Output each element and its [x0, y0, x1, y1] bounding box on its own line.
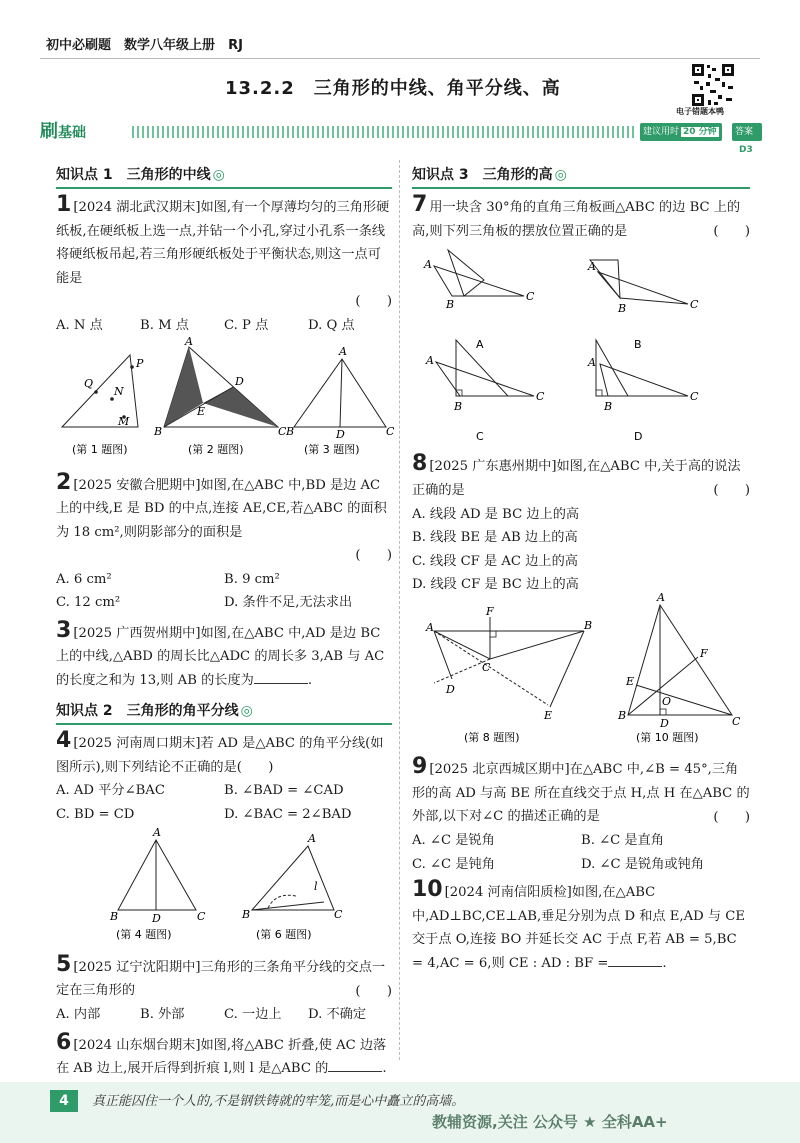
svg-text:D: D	[660, 716, 669, 730]
svg-text:D: D	[152, 912, 161, 925]
q5-option-a[interactable]: A. 内部	[56, 1007, 101, 1022]
q1-option-a[interactable]: A. N 点	[56, 317, 103, 333]
question-6	[56, 1031, 392, 1081]
q7-choice-d: D	[634, 429, 643, 443]
q5-text: [2025 辽宁沈阳期中]三角形的三条角平分线的交点一定在三角形的	[56, 959, 386, 998]
question-1	[56, 193, 392, 337]
svg-text:l: l	[314, 880, 318, 893]
q10-text: [2024 河南信阳质检]如图,在△ABC 中,AD⊥BC,CE⊥AB,垂足分别为点 D 和点 E,AD 与 CE 交于点 O,连接 BO 并延长交 AC 于点 F,若 AB = 5,BC = 4,AC = 6,则 CE : AD : BF =	[412, 885, 746, 971]
figures-4-6	[56, 826, 392, 944]
answer-label: 答案	[735, 127, 754, 137]
right-column	[412, 164, 750, 975]
fig2-caption: (第 2 题图)	[188, 443, 244, 456]
svg-text:M: M	[118, 415, 130, 428]
q5-option-b[interactable]: B. 外部	[140, 1007, 185, 1022]
q9-option-b[interactable]: B. ∠C 是直角	[581, 833, 664, 848]
q10-number: 10	[412, 877, 443, 902]
qr-code-icon[interactable]	[690, 62, 736, 108]
svg-text:B: B	[242, 908, 251, 921]
q6-tail: .	[382, 1061, 387, 1076]
q3-answer-blank[interactable]	[254, 669, 308, 684]
svg-text:C: C	[526, 289, 535, 303]
q1-option-c[interactable]: C. P 点	[224, 317, 269, 333]
decorative-strip	[132, 126, 637, 138]
svg-text:A: A	[588, 355, 596, 369]
q2-bracket: ( )	[355, 548, 392, 563]
section-bar	[40, 120, 762, 155]
q7-choice-c: C	[476, 429, 484, 443]
check-target-icon: ◎	[240, 703, 253, 719]
svg-text:E: E	[626, 674, 635, 688]
q9-text: [2025 北京西城区期中]在△ABC 中,∠B = 45°,三角形的高 AD 与高 BE 所在直线交于点 H,点 H 在△ABC 的外部,以下对∠C 的描述正确的是	[412, 762, 750, 824]
q3-number: 3	[56, 617, 72, 643]
svg-text:F: F	[486, 604, 494, 618]
figures-1-2-3	[56, 335, 395, 462]
svg-text:A: A	[424, 257, 432, 271]
q2-options	[56, 568, 392, 615]
fig8-caption: (第 8 题图)	[464, 730, 520, 744]
q9-options	[412, 829, 750, 876]
footer-watermark: 教辅资源,关注 公众号 ★ 全科AA+	[432, 1113, 668, 1131]
svg-text:C: C	[536, 389, 545, 403]
svg-text:A: A	[339, 345, 347, 358]
q1-text: [2024 湖北武汉期末]如图,有一个厚薄均匀的三角形硬纸板,在硬纸板上选一点,并钻一个小孔,穿过小孔系一条线将硬纸板吊起,若三角形硬纸板处于平衡状态,则这一点可能是	[56, 200, 390, 286]
q7-figure-d[interactable]	[587, 337, 699, 443]
svg-text:A: A	[153, 826, 161, 839]
q4-number: 4	[56, 728, 72, 753]
svg-text:P: P	[136, 357, 144, 370]
q1-number: 1	[56, 192, 72, 217]
q2-option-b[interactable]: B. 9 cm²	[224, 571, 280, 587]
q7-choice-b: B	[634, 337, 642, 351]
knowledge-point-3	[412, 164, 750, 189]
svg-text:B: B	[154, 425, 163, 438]
figure-3	[285, 345, 395, 456]
answer-page-badge	[732, 123, 762, 155]
figure-2	[153, 335, 287, 456]
svg-text:A: A	[588, 259, 596, 273]
figure-10	[617, 591, 741, 744]
q1-option-d[interactable]: D. Q 点	[308, 317, 355, 333]
figure-1	[62, 355, 144, 456]
figures-8-10	[412, 590, 750, 747]
q7-figure-b[interactable]	[587, 260, 699, 351]
q9-number: 9	[412, 754, 428, 779]
footer-motto: 真正能囚住一个人的,不是钢铁铸就的牢笼,而是心中矗立的高墙。	[92, 1094, 465, 1109]
svg-text:B: B	[618, 708, 627, 722]
check-target-icon: ◎	[212, 167, 225, 183]
question-7	[412, 193, 750, 244]
fig1-caption: (第 1 题图)	[72, 443, 128, 456]
question-5	[56, 953, 392, 1027]
q7-choice-figures	[412, 244, 750, 444]
q7-number: 7	[412, 192, 428, 217]
svg-text:C: C	[690, 389, 699, 403]
q10-answer-blank[interactable]	[608, 952, 662, 967]
question-8	[412, 452, 750, 597]
svg-text:C: C	[278, 425, 287, 438]
svg-text:B: B	[454, 399, 463, 413]
q2-number: 2	[56, 469, 72, 495]
q8-bracket: ( )	[713, 483, 750, 498]
fig4-caption: (第 4 题图)	[116, 928, 172, 941]
time-value: 20 分钟	[683, 127, 717, 137]
q4-bracket: ( )	[236, 759, 274, 775]
header-series: 初中必刷题	[46, 38, 112, 53]
q9-option-d[interactable]: D. ∠C 是锐角或钝角	[581, 856, 704, 872]
svg-text:C: C	[732, 714, 741, 728]
question-9	[412, 755, 750, 876]
q4-option-b[interactable]: B. ∠BAD = ∠CAD	[224, 783, 344, 798]
page-title: 13.2.2 三角形的中线、角平分线、高	[225, 78, 561, 99]
section-label-main: 刷	[40, 121, 58, 142]
figure-8	[425, 605, 592, 744]
fig10-caption: (第 10 题图)	[636, 730, 699, 744]
svg-text:O: O	[662, 694, 672, 708]
svg-text:N: N	[114, 385, 124, 398]
kp2-title: 知识点 2 三角形的角平分线	[56, 703, 239, 719]
svg-text:C: C	[386, 425, 395, 438]
svg-text:C: C	[334, 908, 343, 921]
q5-number: 5	[56, 951, 72, 977]
column-divider	[399, 160, 400, 1060]
q8-text: [2025 广东惠州期中]如图,在△ABC 中,关于高的说法正确的是	[412, 459, 741, 498]
q8-number: 8	[412, 451, 428, 476]
question-4	[56, 729, 392, 826]
svg-text:B: B	[584, 618, 593, 632]
svg-text:A: A	[308, 832, 316, 845]
svg-text:A: A	[426, 353, 434, 367]
q5-bracket: ( )	[355, 983, 392, 999]
svg-text:F: F	[700, 646, 708, 660]
q3-tail: .	[307, 672, 313, 688]
svg-text:B: B	[604, 399, 613, 413]
q3-text: [2025 广西贺州期中]如图,在△ABC 中,AD 是边 BC 上的中线,△ABD 的周长比△ADC 的周长多 3,AB 与 AC 的长度之和为 13,则 AB 的长度为	[56, 625, 385, 688]
q9-option-c[interactable]: C. ∠C 是钝角	[412, 856, 495, 872]
knowledge-point-1	[56, 164, 392, 189]
svg-text:C: C	[482, 660, 491, 674]
qr-caption: 电子错题本鸭	[676, 107, 724, 116]
q8-option-b[interactable]: B. 线段 BE 是 AB 边上的高	[412, 530, 578, 545]
q7-figure-c[interactable]	[425, 337, 545, 443]
kp1-title: 知识点 1 三角形的中线	[56, 167, 211, 183]
fig3-caption: (第 3 题图)	[304, 443, 360, 456]
q7-text: 用一块含 30°角的直角三角板画△ABC 的边 BC 上的高,则下列三角板的摆放位置正确的是	[412, 200, 741, 239]
q8-option-c[interactable]: C. 线段 CF 是 AC 边上的高	[412, 553, 578, 569]
svg-text:D: D	[235, 375, 244, 388]
header-subject: 数学八年级上册	[124, 38, 216, 53]
q8-option-a[interactable]: A. 线段 AD 是 BC 边上的高	[412, 506, 580, 522]
q1-options	[56, 314, 392, 338]
q2-option-c[interactable]: C. 12 cm²	[56, 595, 121, 610]
q2-option-a[interactable]: A. 6 cm²	[56, 571, 112, 587]
svg-text:C: C	[197, 910, 206, 923]
svg-text:A: A	[426, 620, 434, 634]
figure-4	[109, 826, 206, 941]
q4-options	[56, 779, 392, 826]
book-header	[46, 34, 243, 53]
q9-option-a[interactable]: A. ∠C 是锐角	[412, 833, 495, 848]
fig6-caption: (第 6 题图)	[256, 928, 312, 941]
svg-text:B: B	[446, 297, 455, 311]
q9-bracket: ( )	[713, 809, 750, 825]
check-target-icon: ◎	[554, 167, 567, 183]
q1-bracket: ( )	[355, 294, 392, 309]
q5-option-d[interactable]: D. 不确定	[308, 1007, 367, 1022]
q8-option-d[interactable]: D. 线段 CF 是 BC 边上的高	[412, 577, 579, 592]
svg-text:D: D	[446, 682, 455, 696]
section-label	[40, 120, 128, 144]
q6-answer-blank[interactable]	[328, 1057, 382, 1072]
q4-option-c[interactable]: C. BD = CD	[56, 806, 135, 822]
q4-text: [2025 河南周口期末]若 AD 是△ABC 的角平分线(如图所示),则下列结论不正确的是	[56, 736, 384, 775]
svg-text:C: C	[690, 297, 699, 311]
svg-text:Q: Q	[84, 377, 94, 390]
left-column	[56, 164, 395, 1081]
svg-text:E: E	[544, 708, 553, 722]
section-label-sub: 基础	[58, 125, 86, 141]
answer-page: D3	[739, 145, 753, 155]
q2-option-d[interactable]: D. 条件不足,无法求出	[224, 595, 353, 610]
q1-option-b[interactable]: B. M 点	[140, 317, 189, 333]
knowledge-point-2	[56, 700, 392, 725]
suggested-time-badge	[640, 123, 722, 141]
q7-figure-a[interactable]	[423, 250, 535, 351]
q5-options	[56, 1003, 392, 1027]
q7-choice-a: A	[476, 337, 484, 351]
kp3-title: 知识点 3 三角形的高	[412, 167, 553, 183]
svg-text:B: B	[618, 301, 627, 315]
figure-6	[241, 832, 343, 941]
header-rule	[40, 58, 760, 59]
svg-text:B: B	[286, 425, 295, 438]
q6-number: 6	[56, 1029, 72, 1055]
question-10	[412, 878, 750, 975]
header-edition: RJ	[228, 38, 243, 53]
q6-text: [2024 山东烟台期末]如图,将△ABC 折叠,使 AC 边落在 AB 边上,展开后得到折痕 l,则 l 是△ABC 的	[56, 1037, 387, 1076]
svg-text:B: B	[110, 910, 119, 923]
svg-text:E: E	[197, 405, 206, 418]
question-3	[56, 619, 392, 693]
q10-tail: .	[662, 955, 667, 971]
svg-text:A: A	[185, 335, 193, 348]
q2-text: [2025 安徽合肥期中]如图,在△ABC 中,BD 是边 AC 上的中线,E 是 BD 的中点,连接 AE,CE,若△ABC 的面积为 18 cm²,则阴影部分的面积是	[56, 477, 387, 540]
q4-option-a[interactable]: A. AD 平分∠BAC	[56, 783, 165, 798]
svg-text:A: A	[657, 590, 665, 604]
time-label: 建议用时	[643, 127, 680, 137]
question-2	[56, 471, 392, 615]
q5-option-c[interactable]: C. 一边上	[224, 1007, 282, 1022]
q7-bracket: ( )	[713, 224, 750, 239]
svg-text:D: D	[336, 428, 345, 441]
q4-option-d[interactable]: D. ∠BAC = 2∠BAD	[224, 806, 352, 822]
page-number: 4	[50, 1090, 78, 1112]
